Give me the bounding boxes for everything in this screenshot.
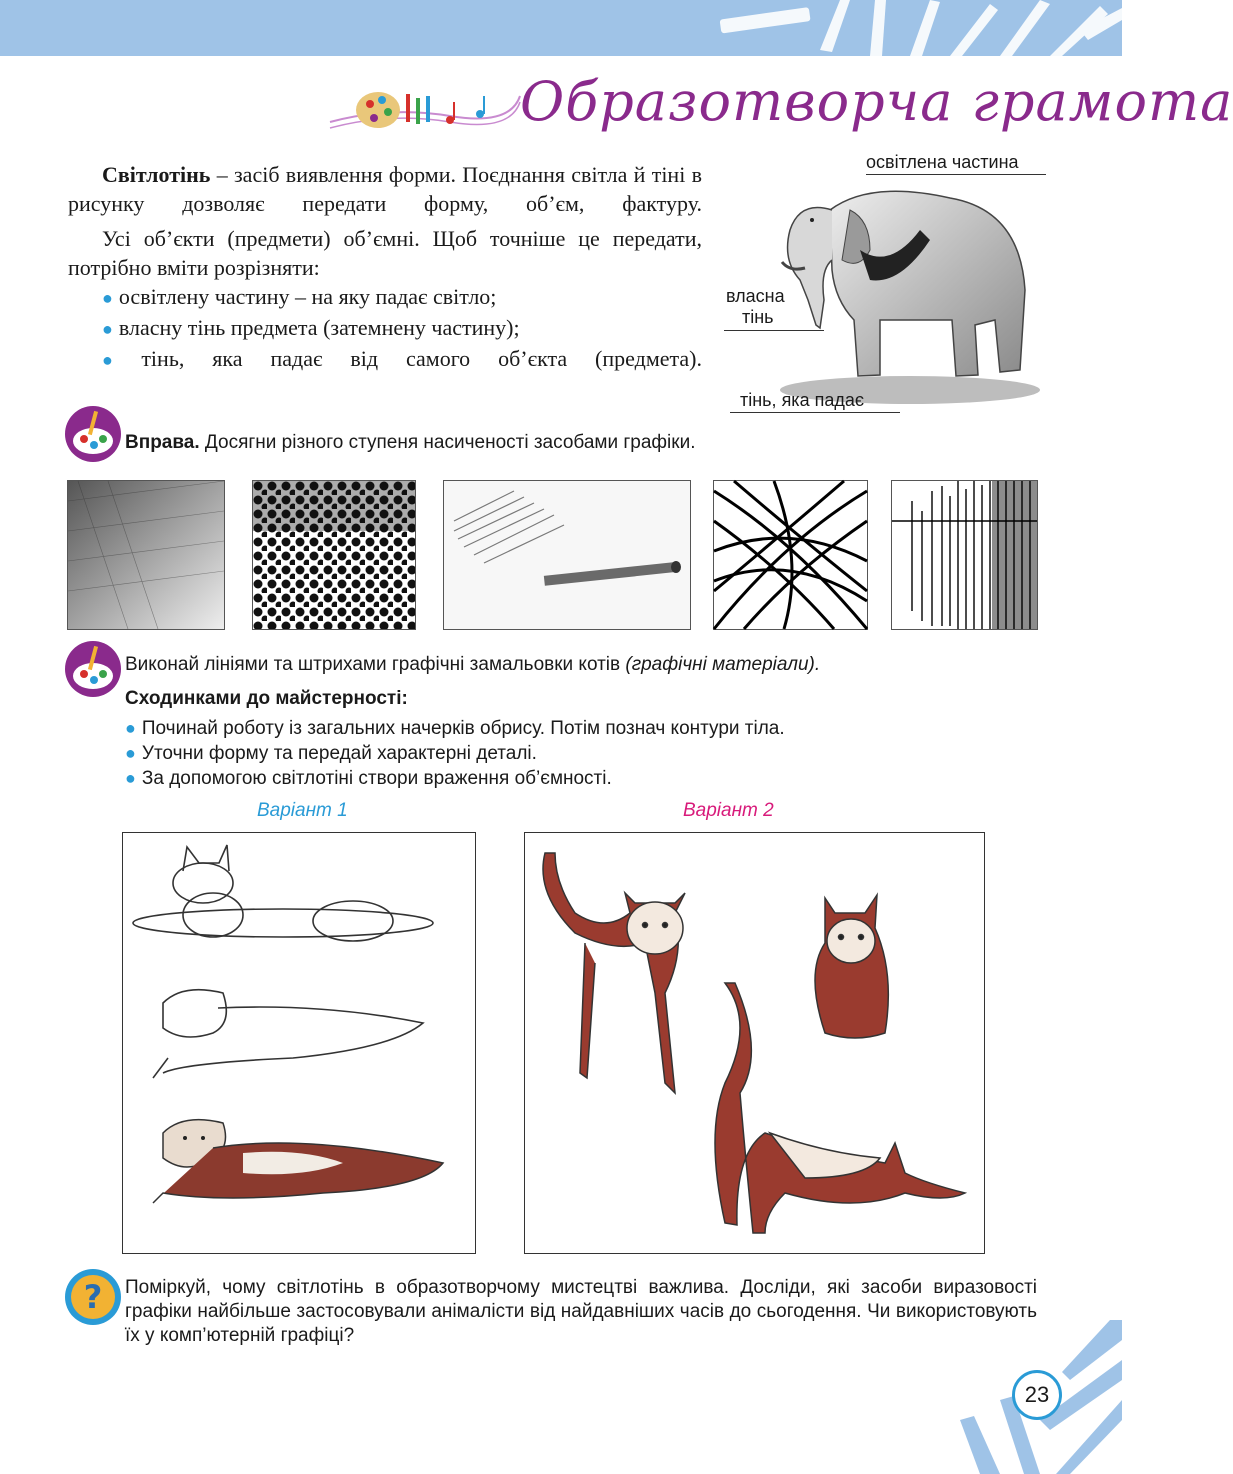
label-underline	[866, 174, 1046, 175]
variant-1-cat-sketches	[122, 832, 476, 1254]
swatch-dot-texture	[252, 480, 416, 630]
list-item-text: освітлену частину – на яку падає світло;	[118, 284, 497, 309]
label-underline	[724, 330, 824, 331]
exercise-instruction	[125, 430, 695, 456]
pencils-decoration-icon	[700, 0, 1122, 56]
exercise-text: Досягни різного ступеня насиченості засобами графіки.	[199, 432, 696, 453]
list-item	[102, 344, 702, 375]
palette-task-icon	[64, 640, 122, 698]
list-item-text: власну тінь предмета (затемнену частину);	[118, 315, 520, 340]
list-item-text: За допомогою світлотіні створи враження об’ємності.	[141, 768, 612, 789]
steps-title: Сходинками до майстерності:	[125, 688, 408, 709]
swatch-charcoal-stick	[443, 480, 691, 630]
bullet-icon: ●	[102, 288, 113, 308]
elephant-illustration	[720, 150, 1050, 415]
list-item	[125, 741, 785, 766]
bullet-icon: ●	[102, 350, 136, 370]
intro-paragraph-1	[68, 160, 702, 218]
variant-2-cat-sketches	[524, 832, 985, 1254]
variant-2-label: Варіант 2	[683, 800, 774, 821]
variant-1-label: Варіант 1	[257, 800, 348, 821]
bullet-icon: ●	[125, 718, 136, 738]
task-instruction	[125, 652, 820, 678]
intro-paragraph-2: Усі об’єкти (предмети) об’ємні. Щоб точніше це передати, потрібно вміти розрізняти:	[68, 226, 702, 280]
list-item-text: Уточни форму та передай характерні деталі.	[141, 743, 537, 764]
list-item-text: Починай роботу із загальних начерків обрису. Потім познач контури тіла.	[141, 718, 785, 739]
label-underline	[730, 412, 900, 413]
question-icon	[64, 1268, 122, 1326]
exercise-label: Вправа.	[125, 432, 200, 453]
label-lit-part: освітлена частина	[866, 152, 1019, 172]
list-item-text: тінь, яка падає від самого об’єкта (предмета).	[141, 346, 702, 371]
swatch-crosshatch-lines	[713, 480, 868, 630]
list-item	[102, 313, 702, 344]
list-item	[125, 716, 785, 741]
label-own-shadow-1: власна	[726, 286, 785, 306]
term-svitlotin: Світлотінь	[102, 162, 211, 187]
task-text: Виконай лініями та штрихами графічні замальовки котів	[125, 654, 626, 675]
bullet-icon: ●	[102, 319, 113, 339]
bullet-icon: ●	[125, 743, 136, 763]
label-cast-shadow: тінь, яка падає	[740, 390, 865, 410]
intro-text-block	[68, 160, 702, 375]
list-item	[102, 282, 702, 313]
svg-text:?: ?	[83, 1278, 103, 1316]
intro-bullet-list	[68, 282, 702, 375]
intro-paragraph-1-text: – засіб виявлення форми. Поєднання світла й тіні в рисунку дозволяє передати форму, об’єм, фактуру.	[68, 162, 702, 216]
bullet-icon: ●	[125, 768, 136, 788]
steps-list	[125, 716, 785, 791]
label-own-shadow-2: тінь	[742, 307, 774, 327]
page-title: Образотворча грамота	[520, 70, 1233, 133]
swatch-pencil-hatching	[67, 480, 225, 630]
palette-music-ornament-icon	[330, 86, 520, 142]
list-item	[125, 766, 785, 791]
task-text-italic: (графічні матеріали).	[625, 654, 821, 675]
palette-task-icon	[64, 405, 122, 463]
reflection-question: Поміркуй, чому світлотінь в образотворчому мистецтві важлива. Досліди, які засоби виразовості графіки найбільше застосовували анімалісти від найдавніших часів до сьогодення. Чи використовують їх у комп’ютерній графіці?	[125, 1277, 1037, 1346]
page-number: 23	[1012, 1370, 1062, 1420]
swatch-line-strokes	[891, 480, 1038, 630]
